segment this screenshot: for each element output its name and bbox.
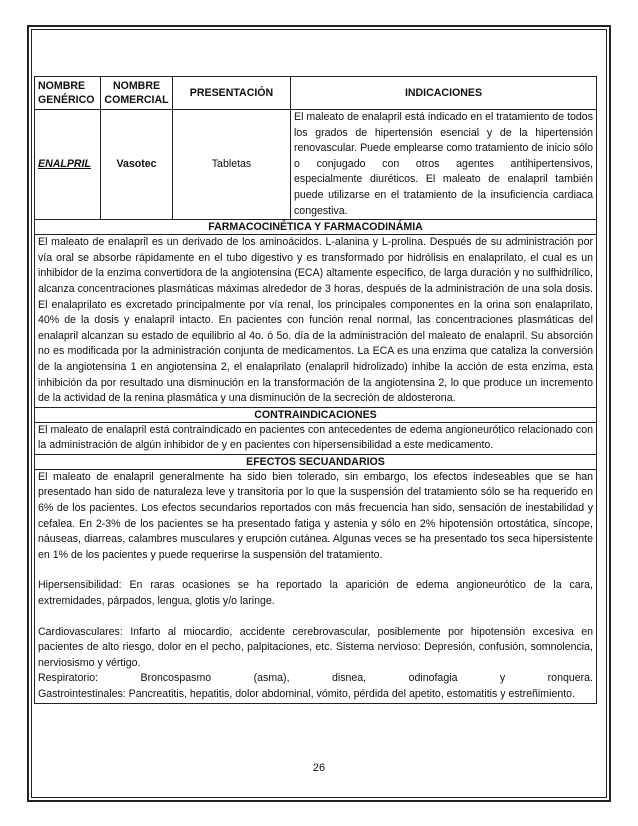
drug-generic-name: ENALPRIL bbox=[35, 110, 101, 220]
section-body-row bbox=[35, 422, 597, 454]
contraindications-text: El maleato de enalapril está contraindicado en pacientes con antecedentes de edema angioneurótico relacionado con la administración de algún inhibidor de y en pacientes con hipersensibilidad a este medicamento. bbox=[35, 422, 597, 454]
drug-indications: El maleato de enalapril está indicado en el tratamiento de todos los grados de hipertensión esencial y de la hipertensión renovascular. Puede emplearse como tratamiento de inicio sólo o conjugado con otros agentes antihipertensivos, especialmente diuréticos. El maleato de enalapril también puede utilizarse en el tratamiento de la insuficiencia cardiaca congestiva. bbox=[291, 110, 597, 220]
section-title-row bbox=[35, 407, 597, 422]
table-header-row bbox=[35, 77, 597, 110]
section-body-row bbox=[35, 235, 597, 408]
side-effects-gastrointestinal: Gastrointestinales: Pancreatitis, hepatitis, dolor abdominal, vómito, pérdida del apetito, estomatitis y estreñimiento. bbox=[38, 688, 576, 700]
drug-info-table bbox=[34, 76, 597, 704]
side-effects-respiratory: Respiratorio: Broncospasmo (asma), disnea, odinofagia y ronquera. bbox=[38, 672, 593, 685]
drug-commercial-name: Vasotec bbox=[101, 110, 173, 220]
side-effects-cardiovascular: Cardiovasculares: Infarto al miocardio, accidente cerebrovascular, posiblemente por hipotensión excesiva en pacientes de alto riesgo, dolor en el pecho, palpitaciones, etc. Sistema nervioso: Depresión, confusión, somnolencia, nerviosismo y vértigo. bbox=[38, 625, 593, 669]
drug-presentation: Tabletas bbox=[173, 110, 291, 220]
section-body-row bbox=[35, 469, 597, 703]
contraindications-title: CONTRAINDICACIONES bbox=[35, 407, 597, 422]
section-title-row bbox=[35, 220, 597, 235]
page-number: 26 bbox=[312, 762, 326, 774]
header-presentation: PRESENTACIÓN bbox=[173, 77, 291, 110]
side-effects-hypersensitivity: Hipersensibilidad: En raras ocasiones se ha reportado la aparición de edema angioneurótico de la cara, extremidades, párpados, lengua, glotis y/o laringe. bbox=[38, 579, 593, 608]
drug-row bbox=[35, 110, 597, 220]
pharmacokinetics-title: FARMACOCINÉTICA Y FARMACODINÁMIA bbox=[35, 220, 597, 235]
side-effects-title: EFECTOS SECUANDARIOS bbox=[35, 454, 597, 469]
header-commercial-name: NOMBRE COMERCIAL bbox=[101, 77, 173, 110]
side-effects-body bbox=[35, 469, 597, 703]
side-effects-general: El maleato de enalapril generalmente ha sido bien tolerado, sin embargo, los efectos indeseables que se han presentado han sido de naturaleza leve y transitoria por lo que la suspensión del tratamiento sólo se ha requerido en 6% de los pacientes. Los efectos secundarios reportados con más frecuencia han sido, sensación de inestabilidad y cefalea. En 2-3% de los pacientes se ha presentado fatiga y astenia y sólo en 2% hipotensión ortostática, síncope, náuseas, diarreas, calambres musculares y erupción cutánea. Algunas veces se ha presentado tos seca hipersistente en 1% de los pacientes y puede requerirse la suspensión del tratamiento. bbox=[38, 470, 593, 561]
pharmacokinetics-text: El maleato de enalapril es un derivado de los aminoácidos. L-alanina y L-prolina. Después de su administración por vía oral se absorbe rápidamente en el tubo digestivo y es transformado por hidrólisis en enalaprilato, el cual es un inhibidor de la enzima convertidora de la angiotensina (ECA) altamente específico, de larga duración y no sulfhidrílico, alcanza concentraciones plasmáticas máximas alrededor de 3 horas, después de la administración de una sola dosis. El enalaprilato es excretado principalmente por vía renal, los principales componentes en la orina son enalaprilato, 40% de la dosis y enalapril intacto. En pacientes con función renal normal, las concentraciones plasmáticas del enalapril alcanzan su estado de equilibrio al 4o. ó 5o. día de la administración del maleato de enalapril. Su absorción no es modificada por la administración conjunta de medicamentos. La ECA es una enzima que cataliza la conversión de la angiotensina 1 en angiotensina 2, el enalaprilato (enalapril hidrolizado) inhibe la acción de esta enzima, esta inhibición da por resultado una disminución en la transformación de la angiotensina 2, lo que produce un incremento de la actividad de la renina plasmática y una disminución de la secreción de aldosterona. bbox=[35, 235, 597, 408]
section-title-row bbox=[35, 454, 597, 469]
header-generic-name: NOMBRE GENÉRICO bbox=[35, 77, 101, 110]
header-indications: INDICACIONES bbox=[291, 77, 597, 110]
